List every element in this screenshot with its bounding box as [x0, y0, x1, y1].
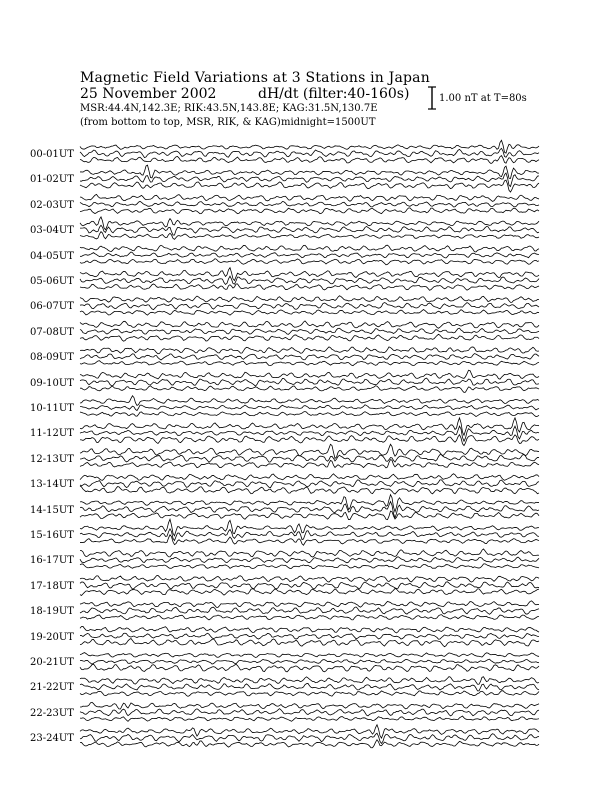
row-label: 04-05UT	[30, 250, 74, 262]
trace-RIK-10-11UT	[80, 405, 539, 411]
trace-RIK-12-13UT	[80, 455, 539, 463]
trace-MSR-20-21UT	[80, 664, 539, 672]
row-label: 06-07UT	[30, 301, 74, 313]
row-label: 10-11UT	[30, 403, 74, 414]
trace-KAG-07-08UT	[80, 321, 539, 328]
trace-MSR-19-20UT	[80, 638, 539, 646]
trace-MSR-03-04UT	[80, 232, 539, 240]
trace-MSR-09-10UT	[80, 386, 539, 393]
trace-RIK-06-07UT	[80, 303, 539, 310]
chart-title: Magnetic Field Variations at 3 Stations in Japan	[80, 70, 430, 86]
trace-RIK-13-14UT	[80, 480, 539, 488]
trace-KAG-03-04UT	[80, 217, 539, 230]
row-label: 12-13UT	[30, 453, 74, 465]
trace-MSR-13-14UT	[80, 486, 539, 494]
trace-RIK-19-20UT	[80, 633, 539, 639]
trace-MSR-16-17UT	[80, 564, 539, 569]
trace-MSR-08-09UT	[80, 361, 539, 366]
trace-KAG-13-14UT	[80, 474, 539, 481]
row-label: 13-14UT	[30, 479, 74, 491]
trace-KAG-17-18UT	[80, 575, 539, 582]
row-label: 16-17UT	[30, 555, 74, 567]
trace-RIK-08-09UT	[80, 354, 539, 360]
quantity-label: dH/dt (filter:40-160s)	[258, 86, 410, 102]
trace-KAG-20-21UT	[80, 653, 539, 658]
trace-MSR-05-06UT	[80, 284, 539, 290]
trace-RIK-02-03UT	[80, 201, 539, 207]
trace-MSR-00-01UT	[80, 156, 539, 164]
trace-MSR-06-07UT	[80, 310, 539, 316]
row-label: 03-04UT	[30, 225, 74, 237]
row-label: 22-23UT	[30, 707, 74, 719]
trace-KAG-04-05UT	[80, 245, 539, 252]
row-label: 11-12UT	[30, 428, 74, 440]
row-label: 00-01UT	[30, 149, 74, 160]
trace-KAG-16-17UT	[80, 549, 539, 557]
trace-MSR-11-12UT	[80, 435, 539, 446]
row-label: 18-19UT	[30, 606, 74, 618]
row-label: 02-03UT	[30, 199, 74, 211]
trace-KAG-08-09UT	[80, 347, 539, 354]
trace-KAG-05-06UT	[80, 268, 539, 281]
row-label: 05-06UT	[30, 276, 74, 287]
trace-RIK-07-08UT	[80, 328, 539, 334]
trace-MSR-22-23UT	[80, 716, 539, 721]
row-label: 01-02UT	[30, 174, 74, 186]
midnight-note: midnight=1500UT	[281, 117, 376, 128]
trace-KAG-11-12UT	[80, 418, 539, 435]
trace-KAG-06-07UT	[80, 296, 539, 303]
trace-MSR-04-05UT	[80, 259, 539, 265]
trace-MSR-07-08UT	[80, 334, 539, 341]
trace-KAG-12-13UT	[80, 444, 539, 458]
trace-RIK-16-17UT	[80, 557, 539, 563]
row-label: 08-09UT	[30, 352, 74, 364]
trace-RIK-17-18UT	[80, 582, 539, 589]
date-label: 25 November 2002	[80, 86, 217, 102]
trace-KAG-21-22UT	[80, 677, 539, 685]
trace-MSR-01-02UT	[80, 180, 539, 192]
row-label: 21-22UT	[30, 682, 74, 694]
trace-RIK-01-02UT	[80, 173, 539, 186]
scale-bar-label: 1.00 nT at T=80s	[439, 93, 527, 104]
stations-label: MSR:44.4N,142.3E; RIK:43.5N,143.8E; KAG:31.5N,130.7E	[80, 103, 378, 114]
trace-MSR-21-22UT	[80, 691, 539, 697]
trace-KAG-19-20UT	[80, 626, 539, 632]
row-label: 15-16UT	[30, 530, 74, 541]
trace-RIK-05-06UT	[80, 276, 539, 284]
trace-MSR-14-15UT	[80, 511, 539, 520]
row-label: 23-24UT	[30, 733, 74, 745]
trace-RIK-20-21UT	[80, 659, 539, 664]
trace-KAG-09-10UT	[80, 370, 539, 379]
row-label: 09-10UT	[30, 377, 74, 389]
trace-MSR-23-24UT	[80, 740, 539, 748]
row-label: 07-08UT	[30, 326, 74, 338]
trace-KAG-22-23UT	[80, 702, 539, 709]
row-label: 17-18UT	[30, 580, 74, 592]
trace-KAG-18-19UT	[80, 601, 539, 608]
trace-MSR-15-16UT	[80, 535, 539, 545]
row-label: 14-15UT	[30, 504, 74, 516]
trace-MSR-10-11UT	[80, 412, 539, 417]
trace-order-note: (from bottom to top, MSR, RIK, & KAG)	[80, 117, 281, 128]
trace-KAG-01-02UT	[80, 165, 539, 178]
trace-MSR-17-18UT	[80, 589, 539, 596]
trace-KAG-02-03UT	[80, 194, 539, 201]
trace-MSR-02-03UT	[80, 208, 539, 214]
row-label: 20-21UT	[30, 657, 74, 668]
trace-RIK-21-22UT	[80, 683, 539, 690]
trace-RIK-18-19UT	[80, 607, 539, 614]
trace-RIK-09-10UT	[80, 378, 539, 386]
trace-RIK-23-24UT	[80, 733, 539, 743]
row-label: 19-20UT	[30, 631, 74, 643]
trace-RIK-22-23UT	[80, 709, 539, 716]
trace-KAG-10-11UT	[80, 396, 539, 406]
trace-RIK-03-04UT	[80, 225, 539, 235]
trace-MSR-18-19UT	[80, 615, 539, 620]
trace-KAG-00-01UT	[80, 140, 539, 153]
trace-RIK-00-01UT	[80, 148, 539, 157]
trace-RIK-04-05UT	[80, 252, 539, 258]
